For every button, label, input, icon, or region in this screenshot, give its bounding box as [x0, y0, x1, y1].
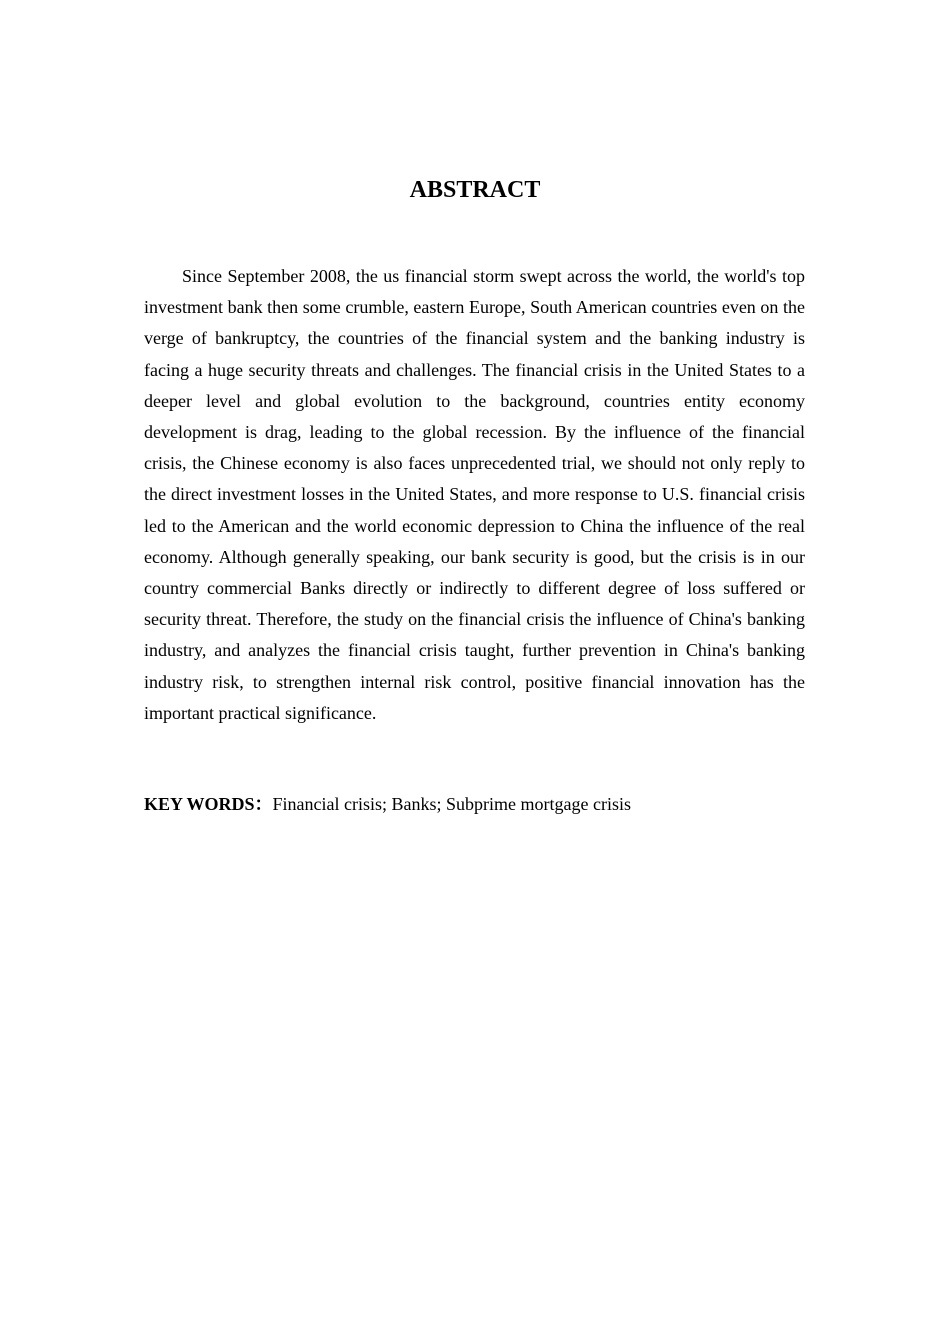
keywords-label: KEY WORDS： [144, 794, 273, 814]
abstract-title: ABSTRACT [409, 177, 541, 203]
keywords-line [144, 789, 805, 820]
keywords-value: Financial crisis; Banks; Subprime mortgage crisis [272, 794, 631, 814]
abstract-paragraph: Since September 2008, the us financial storm swept across the world, the world's top investment bank then some crumble, eastern Europe, South American countries even on the verge of bankruptcy, the countries of the financial system and the banking industry is facing a huge security threats and challenges. The financial crisis in the United States to a deeper level and global evolution to the background, countries entity economy development is drag, leading to the global recession. By the influence of the financial crisis, the Chinese economy is also faces unprecedented trial, we should not only reply to the direct investment losses in the United States, and more response to U.S. financial crisis led to the American and the world economic depression to China the influence of the real economy. Although generally speaking, our bank security is good, but the crisis is in our country commercial Banks directly or indirectly to different degree of loss suffered or security threat. Therefore, the study on the financial crisis the influence of China's banking industry, and analyzes the financial crisis taught, further prevention in China's banking industry risk, to strengthen internal risk control, positive financial innovation has the important practical significance. [144, 266, 805, 723]
